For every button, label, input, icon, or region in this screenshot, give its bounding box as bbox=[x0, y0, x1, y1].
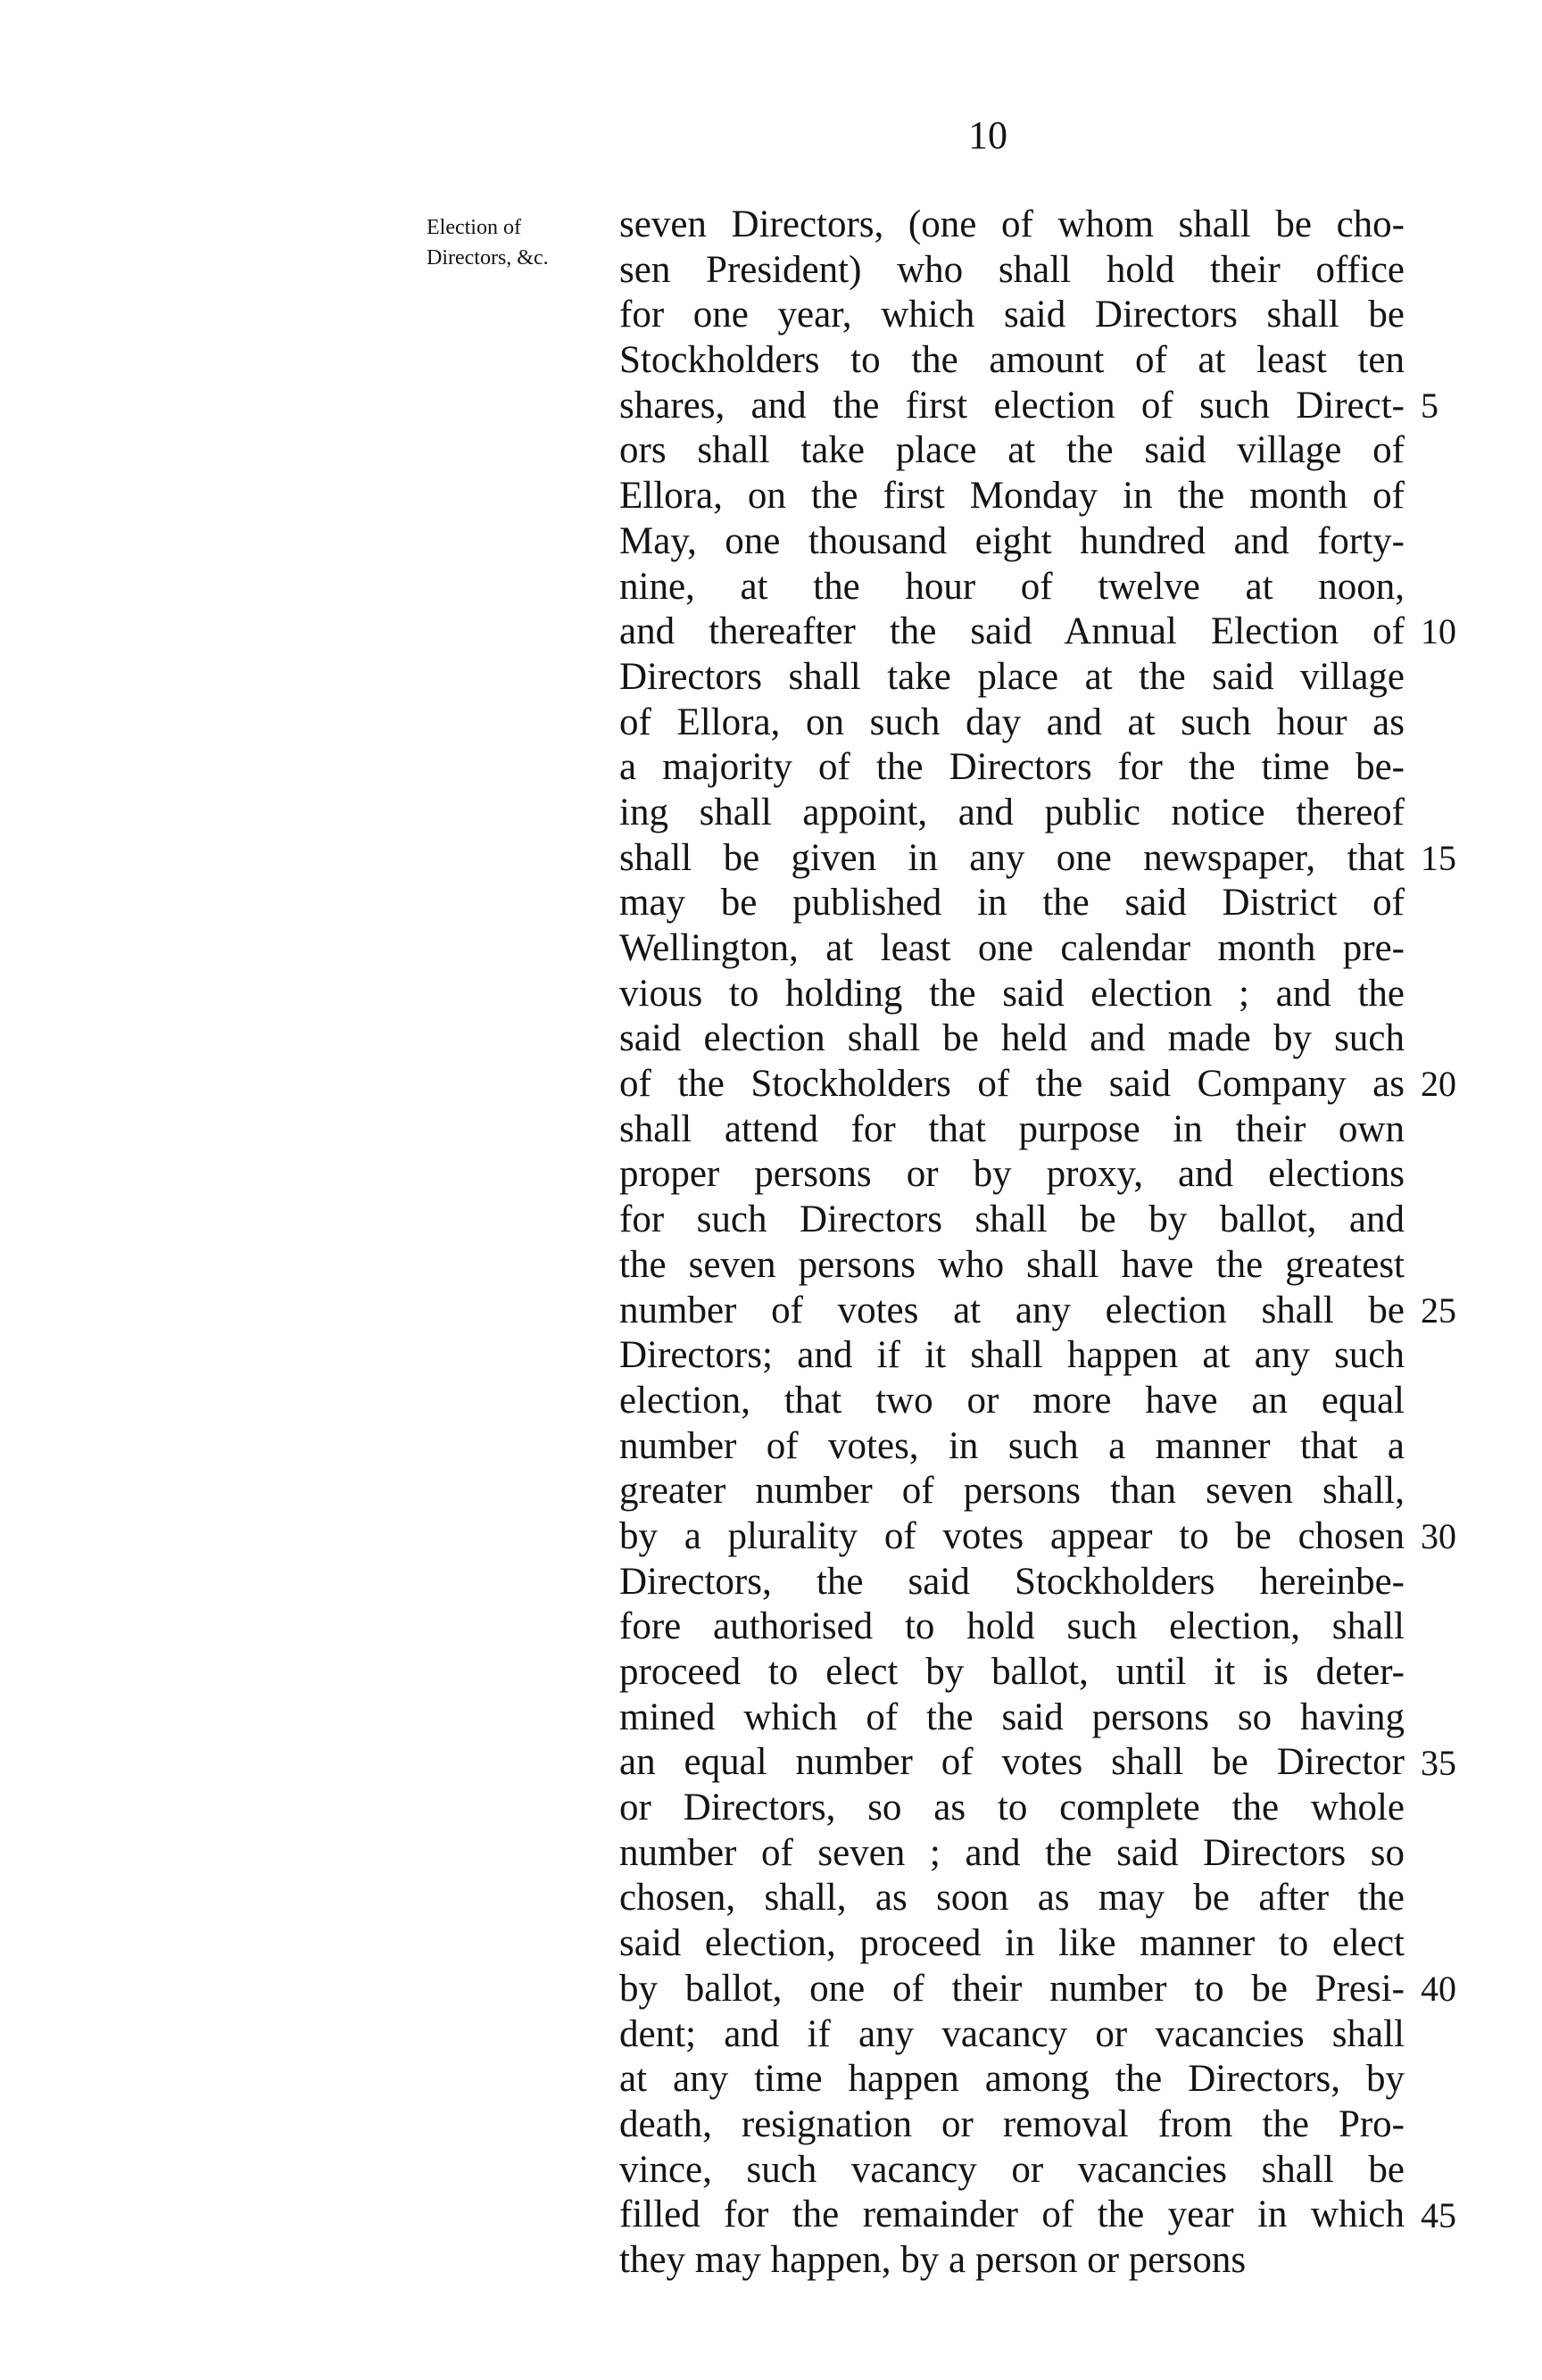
text-line: of Ellora, on such day and at such hour as bbox=[619, 701, 1405, 743]
text-line: seven Directors, (one of whom shall be cho- bbox=[619, 203, 1405, 245]
text-line: shares, and the first election of such Direct- bbox=[619, 384, 1405, 427]
text-line: proper persons or by proxy, and elections bbox=[619, 1153, 1405, 1196]
text-line: a majority of the Directors for the time be- bbox=[619, 746, 1405, 789]
text-line: death, resignation or removal from the Pro- bbox=[619, 2102, 1405, 2145]
text-line: Stockholders to the amount of at least ten bbox=[619, 339, 1405, 382]
text-line: by a plurality of votes appear to be chosen bbox=[619, 1514, 1405, 1557]
text-line: dent; and if any vacancy or vacancies shall bbox=[619, 2012, 1405, 2055]
text-line: vious to holding the said election ; and the bbox=[619, 972, 1405, 1015]
line-number: 25 bbox=[1421, 1290, 1456, 1331]
text-line: Wellington, at least one calendar month pre- bbox=[619, 927, 1405, 969]
text-line: Ellora, on the first Monday in the month of bbox=[619, 475, 1405, 518]
text-line: may be published in the said District of bbox=[619, 882, 1405, 925]
text-line: said election, proceed in like manner to elect bbox=[619, 1922, 1405, 1965]
text-line: Directors shall take place at the said village bbox=[619, 655, 1405, 698]
text-line: for such Directors shall be by ballot, and bbox=[619, 1198, 1405, 1241]
marginal-note bbox=[427, 212, 583, 273]
text-line: for one year, which said Directors shall be bbox=[619, 294, 1405, 336]
line-number: 35 bbox=[1421, 1742, 1456, 1783]
text-line: by ballot, one of their number to be Presi- bbox=[619, 1967, 1405, 2010]
text-line: filled for the remainder of the year in which bbox=[619, 2193, 1405, 2236]
text-line: nine, at the hour of twelve at noon, bbox=[619, 565, 1405, 608]
line-number: 5 bbox=[1421, 385, 1438, 426]
line-number: 15 bbox=[1421, 837, 1456, 878]
line-number: 45 bbox=[1421, 2194, 1456, 2235]
text-line: number of votes at any election shall be bbox=[619, 1289, 1405, 1331]
text-line: fore authorised to hold such election, shall bbox=[619, 1605, 1405, 1648]
text-line: May, one thousand eight hundred and forty- bbox=[619, 519, 1405, 562]
line-number: 30 bbox=[1421, 1516, 1456, 1557]
text-line: vince, such vacancy or vacancies shall be bbox=[619, 2148, 1405, 2191]
text-line: said election shall be held and made by such bbox=[619, 1017, 1405, 1060]
text-line: and thereafter the said Annual Election of bbox=[619, 610, 1405, 653]
line-number: 40 bbox=[1421, 1969, 1456, 2010]
text-line: of the Stockholders of the said Company as bbox=[619, 1063, 1405, 1106]
text-line: greater number of persons than seven shall, bbox=[619, 1470, 1405, 1513]
text-line: ors shall take place at the said village of bbox=[619, 429, 1405, 472]
text-line: number of seven ; and the said Directors so bbox=[619, 1831, 1405, 1874]
text-line: ing shall appoint, and public notice thereof bbox=[619, 791, 1405, 833]
marginal-note-line: Election of bbox=[427, 216, 521, 239]
text-line: election, that two or more have an equal bbox=[619, 1379, 1405, 1422]
text-line: at any time happen among the Directors, by bbox=[619, 2058, 1405, 2101]
text-line: Directors; and if it shall happen at any such bbox=[619, 1334, 1405, 1377]
text-line: they may happen, by a person or persons bbox=[619, 2238, 1247, 2281]
text-line: chosen, shall, as soon as may be after the bbox=[619, 1877, 1405, 1920]
text-line: sen President) who shall hold their office bbox=[619, 248, 1405, 291]
text-line: the seven persons who shall have the greatest bbox=[619, 1243, 1405, 1286]
line-number: 20 bbox=[1421, 1064, 1456, 1105]
line-number: 10 bbox=[1421, 611, 1456, 652]
text-line: number of votes, in such a manner that a bbox=[619, 1424, 1405, 1467]
marginal-note-line: Directors, &c. bbox=[427, 246, 549, 270]
text-line: Directors, the said Stockholders hereinbe- bbox=[619, 1560, 1405, 1603]
text-line: or Directors, so as to complete the whole bbox=[619, 1787, 1405, 1829]
body-text bbox=[619, 203, 1405, 2284]
text-line: shall be given in any one newspaper, that bbox=[619, 836, 1405, 879]
text-line: shall attend for that purpose in their own bbox=[619, 1107, 1405, 1150]
text-line: proceed to elect by ballot, until it is deter- bbox=[619, 1651, 1405, 1693]
page-number: 10 bbox=[968, 113, 1007, 157]
text-line: an equal number of votes shall be Director bbox=[619, 1741, 1405, 1784]
text-line: mined which of the said persons so having bbox=[619, 1696, 1405, 1738]
